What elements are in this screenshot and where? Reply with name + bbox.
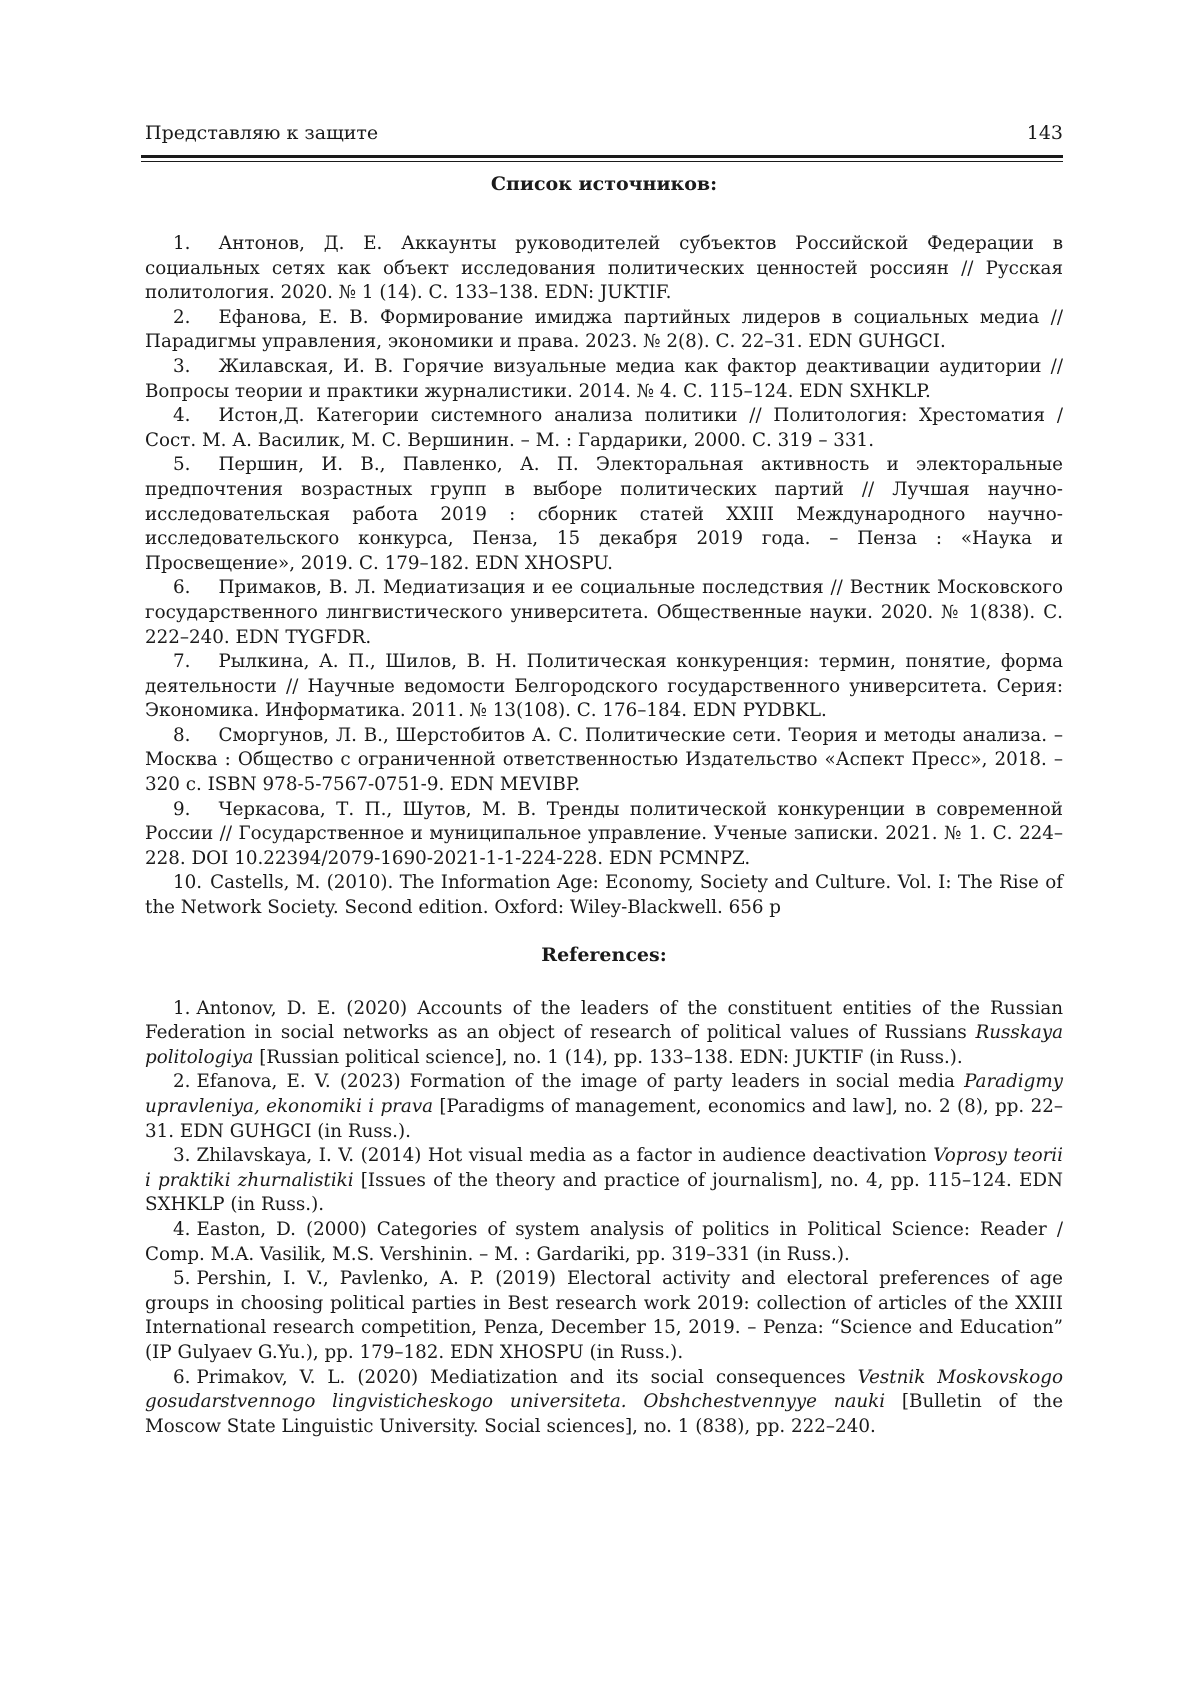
source-number: 7. [173, 651, 191, 673]
references-title: References: [541, 943, 667, 966]
source-number: 4. [173, 405, 191, 427]
source-item [145, 355, 1063, 404]
source-item [145, 404, 1063, 453]
reference-number: 2. [173, 1071, 191, 1093]
header-rule-thin [141, 161, 1063, 162]
reference-text: Easton, D. (2000) Categories of system analysis of politics in Political Science: Reader / Comp. M.A. Vasilik, M.S. Vershinin. – M. : Gardariki, pp. 319–331 (in Russ.). [145, 1218, 1063, 1265]
reference-text-tail: [Issues of the theory and practice of journalism], no. 4, pp. 115–124. EDN SXHKLP (in Russ.). [145, 1169, 1063, 1216]
source-text: Примаков, В. Л. Медиатизация и ее социальные последствия // Вестник Московского государственного лингвистического университета. Общественные науки. 2020. № 1(838). С. 222–240. EDN TYGFDR. [145, 577, 1063, 648]
source-text: Антонов, Д. Е. Аккаунты руководителей субъектов Российской Федерации в социальных сетях как объект исследования политических ценностей россиян // Русская политология. 2020. № 1 (14). С. 133–138. EDN: JUKTIF. [145, 233, 1063, 304]
source-number: 3. [173, 355, 191, 377]
source-text: Жилавская, И. В. Горячие визуальные медиа как фактор деактивации аудитории // Вопросы теории и практики журналистики. 2014. № 4. С. 115–124. EDN SXHKLP. [145, 355, 1063, 402]
reference-number: 3. [173, 1145, 191, 1167]
reference-item [145, 1218, 1063, 1267]
source-text: Castells, M. (2010). The Information Age: Economy, Society and Culture. Vol. I: The Rise of the Network Society. Second edition. Oxford: Wiley-Blackwell. 656 p [145, 872, 1063, 919]
source-item [145, 798, 1063, 872]
reference-journal: Vestnik Moskovskogo gosudarstvennogo lingvisticheskogo universiteta. Obshchestvennyye nauki [145, 1366, 1064, 1413]
reference-item [145, 1144, 1063, 1218]
source-text: Першин, И. В., Павленко, А. П. Электоральная активность и электоральные предпочтения возрастных групп в выборе политических партий // Лучшая научно-исследовательская работа 2019 : сборник статей XXIII Международного научно-исследовательского конкурса, Пенза, 15 декабря 2019 года. – Пенза : «Наука и Просвещение», 2019. С. 179–182. EDN XHOSPU. [145, 454, 1063, 574]
source-item [145, 453, 1063, 576]
reference-item [145, 1366, 1063, 1440]
source-number: 8. [173, 724, 191, 746]
reference-text: Primakov, V. L. (2020) Mediatization and its social consequences [196, 1366, 858, 1388]
header-rule-thick [141, 155, 1063, 158]
source-number: 9. [173, 798, 191, 820]
source-item [145, 724, 1063, 798]
section-name: Представляю к защите [145, 122, 379, 144]
reference-number: 6. [173, 1366, 191, 1388]
source-item [145, 871, 1063, 920]
reference-item [145, 1070, 1063, 1144]
reference-item [145, 997, 1063, 1071]
sources-list [145, 232, 1063, 921]
reference-journal: Paradigmy upravleniya, ekonomiki i prava [145, 1071, 1063, 1117]
source-number: 2. [173, 306, 191, 328]
reference-journal: Voprosy teorii i praktiki zhurnalistiki [145, 1145, 1064, 1191]
source-text: Истон,Д. Категории системного анализа политики // Политология: Хрестоматия / Сост. М. А. Василик, М. С. Вершинин. – М. : Гардарики, 2000. С. 319 – 331. [145, 405, 1063, 451]
source-number: 10. [173, 872, 203, 894]
reference-number: 5. [173, 1268, 191, 1290]
source-item [145, 232, 1063, 306]
source-text: Ефанова, Е. В. Формирование имиджа партийных лидеров в социальных медиа // Парадигмы управления, экономики и права. 2023. № 2(8). С. 22–31. EDN GUHGCI. [145, 306, 1063, 353]
reference-text-tail: [Bulletin of the Moscow State Linguistic University. Social sciences], no. 1 (838), pp. 222–240. [145, 1391, 1064, 1437]
source-item [145, 576, 1063, 650]
references-list [145, 997, 1063, 1440]
source-item [145, 650, 1063, 724]
reference-number: 1. [173, 997, 191, 1019]
page-body [145, 170, 1063, 1439]
reference-text-tail: [Paradigms of management, economics and law], no. 2 (8), pp. 22–31. EDN GUHGCI (in Russ.). [145, 1096, 1063, 1142]
reference-number: 4. [173, 1218, 191, 1240]
reference-text: Zhilavskaya, I. V. (2014) Hot visual media as a factor in audience deactivation [196, 1145, 934, 1167]
source-text: Черкасова, Т. П., Шутов, М. В. Тренды политической конкуренции в современной России // Государственное и муниципальное управление. Ученые записки. 2021. № 1. С. 224–228. DOI 10.22394/2079-1690-2021-1-1-224-228. EDN PCMNPZ. [145, 798, 1063, 869]
reference-text: Pershin, I. V., Pavlenko, A. P. (2019) Electoral activity and electoral preferences of age groups in choosing political parties in Best research work 2019: collection of articles of the XXIII International research competition, Penza, December 15, 2019. – Penza: “Science and Education” (IP Gulyaev G.Yu.), pp. 179–182. EDN XHOSPU (in Russ.). [145, 1268, 1063, 1363]
source-number: 6. [173, 577, 191, 599]
source-number: 5. [173, 454, 191, 476]
source-number: 1. [173, 233, 191, 254]
sources-title: Список источников: [490, 173, 718, 195]
source-item [145, 306, 1063, 355]
source-text: Сморгунов, Л. В., Шерстобитов А. С. Политические сети. Теория и методы анализа. – Москва : Общество с ограниченной ответственностью Издательство «Аспект Пресс», 2018. – 320 с. ISBN 978-5-7567-0751-9. EDN MEVIBP. [145, 724, 1063, 796]
running-header [145, 120, 1063, 146]
reference-item [145, 1267, 1063, 1365]
source-text: Рылкина, А. П., Шилов, В. Н. Политическая конкуренция: термин, понятие, форма деятельности // Научные ведомости Белгородского государственного университета. Серия: Экономика. Информатика. 2011. № 13(108). С. 176–184. EDN PYDBKL. [145, 651, 1063, 722]
reference-journal: Russkaya politologiya [145, 1022, 1063, 1068]
page-number: 143 [1026, 122, 1063, 144]
reference-text: Antonov, D. E. (2020) Accounts of the leaders of the constituent entities of the Russian Federation in social networks as an object of research of political values of Russians [145, 997, 1063, 1044]
reference-text: Efanova, E. V. (2023) Formation of the image of party leaders in social media [196, 1071, 965, 1093]
reference-text-tail: [Russian political science], no. 1 (14), pp. 133–138. EDN: JUKTIF (in Russ.). [253, 1046, 963, 1068]
